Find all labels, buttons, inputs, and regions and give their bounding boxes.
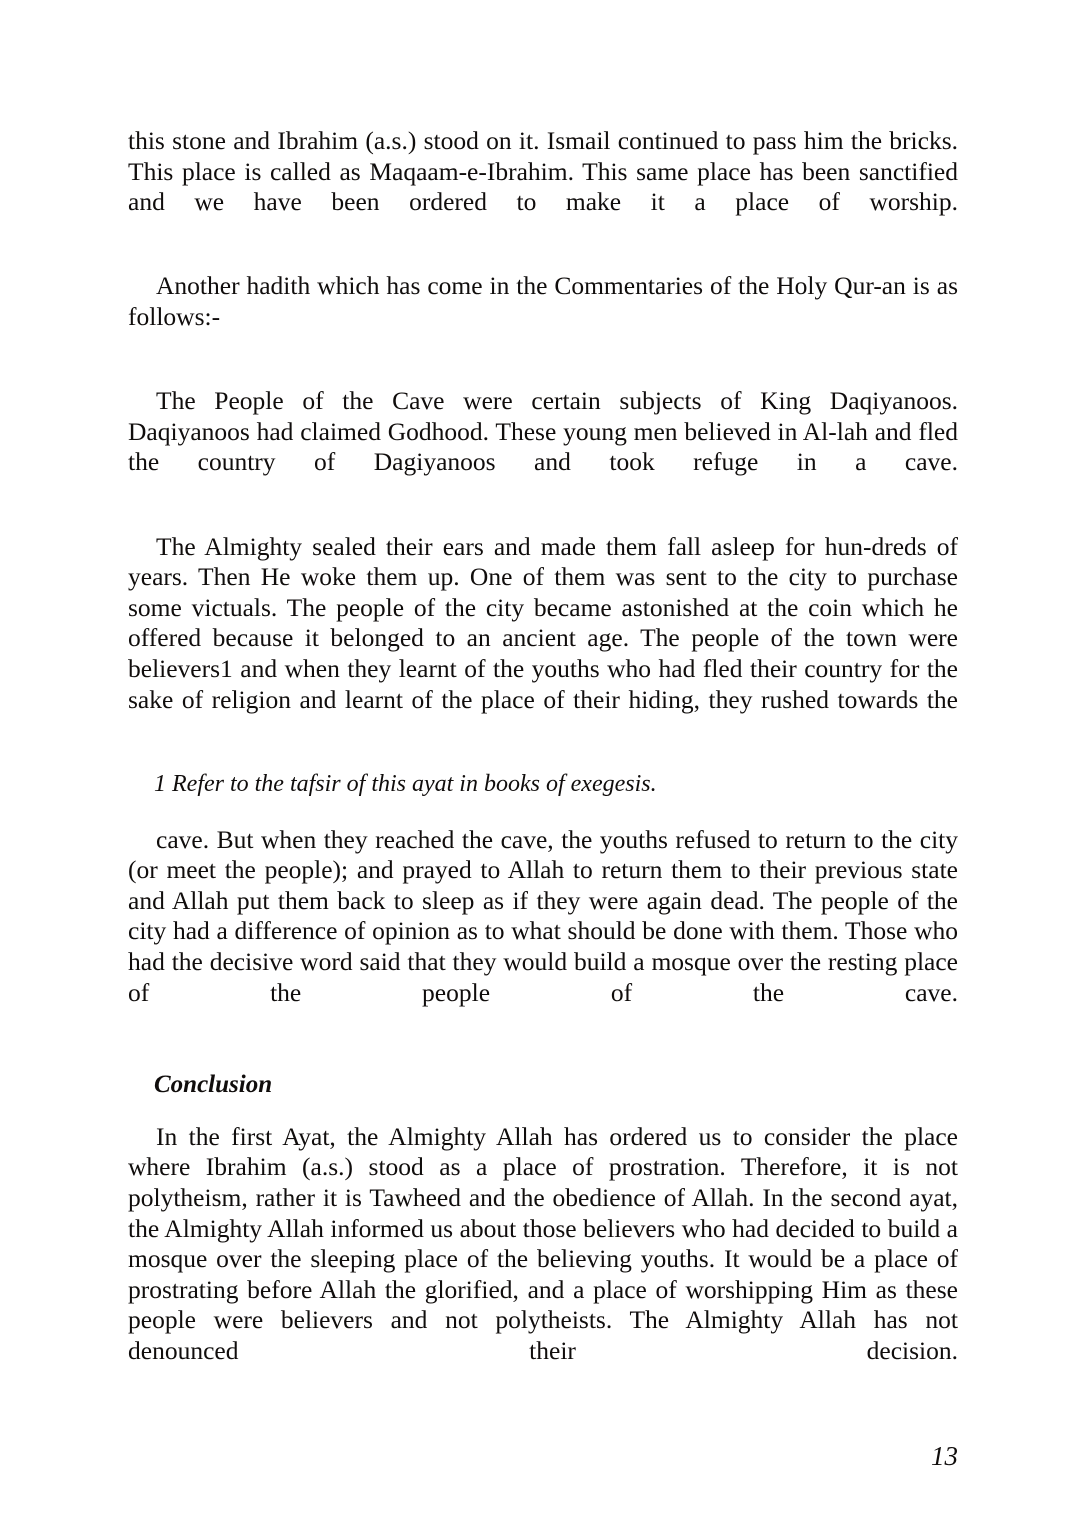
section-heading-conclusion: Conclusion [154,1070,273,1098]
text-column [128,126,958,1420]
page-number: 13 [931,1441,958,1471]
paragraph-cave-continuation: cave. But when they reached the cave, the youths refused to return to the city (or meet the people); and prayed to Allah to return them to their previous state and Allah put them back to sleep as if they were again dead. The people of the city had a difference of opinion as to what should be done with them. Those who had the decisive word said that they would build a mosque over the resting place of the people of the cave. [128,824,958,1007]
section-spacer [128,1062,958,1070]
paragraph-another-hadith: Another hadith which has come in the Commentaries of the Holy Qur-an is as follows:- [128,271,958,331]
paragraph-conclusion-body: In the first Ayat, the Almighty Allah has ordered us to consider the place where Ibrahim (a.s.) stood as a place of prostration. Therefore, it is not polytheism, rather it is Tawheed and the obedience of Allah. In the second ayat, the Almighty Allah informed us about those believers who had decided to build a mosque over the sleeping place of the believing youths. It would be a place of prostrating before Allah the glorified, and a place of worshipping Him as these people were believers and not polytheists. The Almighty Allah has not denounced their decision. [128,1121,958,1365]
paragraph-almighty-sealed-ears: The Almighty sealed their ears and made them fall asleep for hun-dreds of years. Then He woke them up. One of them was sent to the city to purchase some victuals. The people of the city became astonished at the coin which he offered because it belonged to an ancient age. The people of the town were believers1 and when they learnt of the youths who had fled their country for the sake of religion and learnt of the place of their hiding, they rushed towards the [128,531,958,714]
paragraph-maqaam-e-ibrahim: this stone and Ibrahim (a.s.) stood on it. Ismail continued to pass him the bricks. This place is called as Maqaam-e-Ibrahim. This same place has been sanctified and we have been ordered to make it a place of worship. [128,126,958,217]
footnote-reference-note: 1 Refer to the tafsir of this ayat in books of exegesis. [154,770,657,797]
paragraph-people-of-the-cave: The People of the Cave were certain subjects of King Daqiyanoos. Daqiyanoos had claimed Godhood. These young men believed in Al-lah and fled the country of Dagiyanoos and took refuge in a cave. [128,386,958,477]
